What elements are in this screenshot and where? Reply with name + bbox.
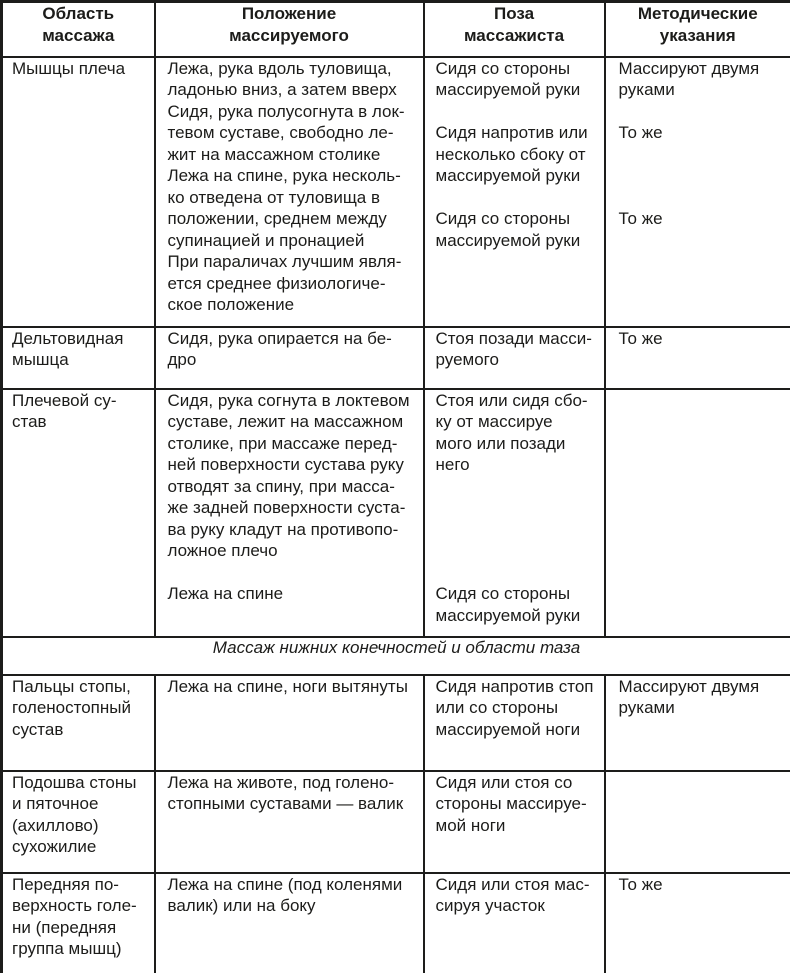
cell-deltoid-muscle-position <box>155 327 424 389</box>
text-line: При параличах лучшим явля- <box>167 252 402 271</box>
text-line: То же <box>618 874 663 894</box>
cell-toes-ankle-joint-area <box>2 675 155 771</box>
text-line: ку от массируе <box>435 412 553 431</box>
text-line: валик) или на боку <box>167 896 316 915</box>
text-line: сухожилие <box>12 837 97 856</box>
blank-line <box>436 497 604 519</box>
cell-shoulder-muscles-pose <box>424 57 605 327</box>
section-title: Массаж нижних конечностей и области таза <box>2 637 790 675</box>
text-line: Передняя по- <box>12 874 119 894</box>
text-line: Область <box>42 4 115 23</box>
text-line: Сидя или стоя мас- <box>435 874 590 894</box>
text-line: руками <box>618 698 675 717</box>
text-line: массажиста <box>463 26 565 45</box>
text-line: руками <box>618 80 675 99</box>
text-line: (ахиллово) <box>12 815 99 835</box>
blank-line <box>436 519 604 541</box>
text-line: верхность голе- <box>12 896 137 915</box>
text-line: массируемого <box>229 26 349 45</box>
text-line: массируемой руки <box>435 605 581 625</box>
text-line: стороны массируе- <box>435 794 587 813</box>
text-line: ко отведена от туловища в <box>167 187 381 207</box>
text-line: ней поверхности сустава руку <box>167 455 404 474</box>
column-header-pose <box>424 2 605 57</box>
text-line: Поза <box>493 4 535 23</box>
text-line: жит на массажном столике <box>167 144 381 164</box>
text-line: ни (передняя <box>12 917 117 937</box>
text-line: Лежа, рука вдоль туловища, <box>167 58 392 78</box>
text-line: Массируют двумя <box>618 58 760 78</box>
text-line: Сидя, рука полусогнута в лок- <box>167 101 405 121</box>
text-line: То же <box>618 209 663 228</box>
cell-shoulder-muscles-position <box>155 57 424 327</box>
text-line: дро <box>167 350 197 369</box>
text-line: голеностопный <box>12 698 131 717</box>
text-line: ложное плечо <box>167 541 278 560</box>
table-body <box>2 57 790 973</box>
text-line: супинацией и пронацией <box>167 230 365 250</box>
text-line: сустав <box>12 719 64 739</box>
table-header <box>2 2 790 57</box>
column-header-area <box>2 2 155 57</box>
text-line: массируемой ноги <box>435 719 581 739</box>
table-row-toes-ankle-joint <box>2 675 790 771</box>
text-line: Методические <box>637 4 758 23</box>
text-line: Сидя или стоя со <box>435 772 573 792</box>
text-line: Сидя напротив стоп <box>435 676 594 696</box>
text-line: Подошва стоны <box>12 772 137 792</box>
cell-shoulder-joint-notes <box>605 389 790 637</box>
text-line: руемого <box>435 350 499 369</box>
text-line: и пяточное <box>12 794 99 813</box>
cell-deltoid-muscle-notes <box>605 327 790 389</box>
text-line: указания <box>659 26 736 45</box>
cell-sole-achilles-tendon-pose <box>424 771 605 873</box>
text-line: став <box>12 412 47 431</box>
text-line: Лежа на спине <box>167 584 284 603</box>
cell-toes-ankle-joint-notes <box>605 675 790 771</box>
cell-shoulder-muscles-area <box>2 57 155 327</box>
cell-front-shin-surface-pose <box>424 873 605 973</box>
text-line: Мышцы плеча <box>12 58 126 78</box>
blank-line <box>619 165 790 187</box>
text-line: Пальцы стопы, <box>12 676 131 696</box>
text-line: же задней поверхности суста- <box>167 498 406 517</box>
text-line: Положение <box>241 4 337 23</box>
text-line: тевом суставе, свободно ле- <box>167 123 394 142</box>
table-row-shoulder-joint <box>2 389 790 637</box>
column-header-notes <box>605 2 790 57</box>
text-line: Сидя, рука опирается на бе- <box>167 328 392 348</box>
table-row-deltoid-muscle <box>2 327 790 389</box>
text-line: Лежа на животе, под голено- <box>167 772 395 792</box>
text-line: Лежа на спине (под коленями <box>167 874 403 894</box>
text-line: мышца <box>12 350 69 369</box>
cell-front-shin-surface-position <box>155 873 424 973</box>
text-line: Сидя со стороны <box>435 209 571 228</box>
column-header-position <box>155 2 424 57</box>
table-row-front-shin-surface <box>2 873 790 973</box>
cell-deltoid-muscle-area <box>2 327 155 389</box>
section-row-lower-limbs-section <box>2 637 790 675</box>
cell-toes-ankle-joint-position <box>155 675 424 771</box>
cell-shoulder-joint-pose <box>424 389 605 637</box>
text-line: Плечевой су- <box>12 390 117 410</box>
text-line: Сидя со стороны <box>435 58 571 78</box>
text-line: массируемой руки <box>435 230 581 250</box>
text-line: Лежа на спине, рука несколь- <box>167 166 401 185</box>
text-line: ется среднее физиологиче- <box>167 273 386 293</box>
table-row-shoulder-muscles <box>2 57 790 327</box>
blank-line <box>619 144 790 166</box>
text-line: группа мышц) <box>12 939 122 958</box>
text-line: несколько сбоку от <box>435 144 586 164</box>
text-line: массируемой руки <box>435 166 581 185</box>
cell-sole-achilles-tendon-notes <box>605 771 790 873</box>
header-row <box>2 2 790 57</box>
text-line: Лежа на спине, ноги вытянуты <box>167 676 408 696</box>
text-line: него <box>435 455 470 474</box>
text-line: ладонью вниз, а затем вверх <box>167 80 397 99</box>
cell-shoulder-joint-area <box>2 389 155 637</box>
text-line: положении, среднем между <box>167 209 387 228</box>
blank-line <box>619 187 790 209</box>
text-line: суставе, лежит на массажном <box>167 412 404 431</box>
text-line: Дельтовидная <box>12 328 124 348</box>
text-line: ва руку кладут на противопо- <box>167 519 399 539</box>
text-line: То же <box>618 328 663 348</box>
cell-front-shin-surface-notes <box>605 873 790 973</box>
text-line: массажа <box>42 26 115 45</box>
cell-shoulder-muscles-notes <box>605 57 790 327</box>
blank-line <box>168 562 423 584</box>
text-line: ское положение <box>167 295 295 314</box>
blank-line <box>436 562 604 584</box>
text-line: или со стороны <box>435 698 559 717</box>
blank-line <box>436 101 604 123</box>
cell-front-shin-surface-area <box>2 873 155 973</box>
text-line: Массируют двумя <box>618 676 760 696</box>
text-line: Стоя или сидя сбо- <box>435 390 588 410</box>
cell-shoulder-joint-position <box>155 389 424 637</box>
cell-toes-ankle-joint-pose <box>424 675 605 771</box>
blank-line <box>436 476 604 498</box>
text-line: Стоя позади масси- <box>435 328 592 348</box>
text-line: столике, при массаже перед- <box>167 433 398 453</box>
text-line: Сидя, рука согнута в локтевом <box>167 390 410 410</box>
text-line: мой ноги <box>435 815 506 835</box>
table-row-sole-achilles-tendon <box>2 771 790 873</box>
text-line: Сидя со стороны <box>435 584 571 603</box>
cell-sole-achilles-tendon-position <box>155 771 424 873</box>
blank-line <box>436 187 604 209</box>
text-line: стопными суставами — валик <box>167 794 404 813</box>
text-line: То же <box>618 123 663 142</box>
blank-line <box>436 540 604 562</box>
text-line: отводят за спину, при масса- <box>167 476 395 496</box>
text-line: мого или позади <box>435 433 566 453</box>
blank-line <box>619 101 790 123</box>
cell-deltoid-muscle-pose <box>424 327 605 389</box>
text-line: Сидя напротив или <box>435 123 588 142</box>
text-line: массируемой руки <box>435 80 581 99</box>
cell-sole-achilles-tendon-area <box>2 771 155 873</box>
text-line: сируя участок <box>435 896 545 915</box>
